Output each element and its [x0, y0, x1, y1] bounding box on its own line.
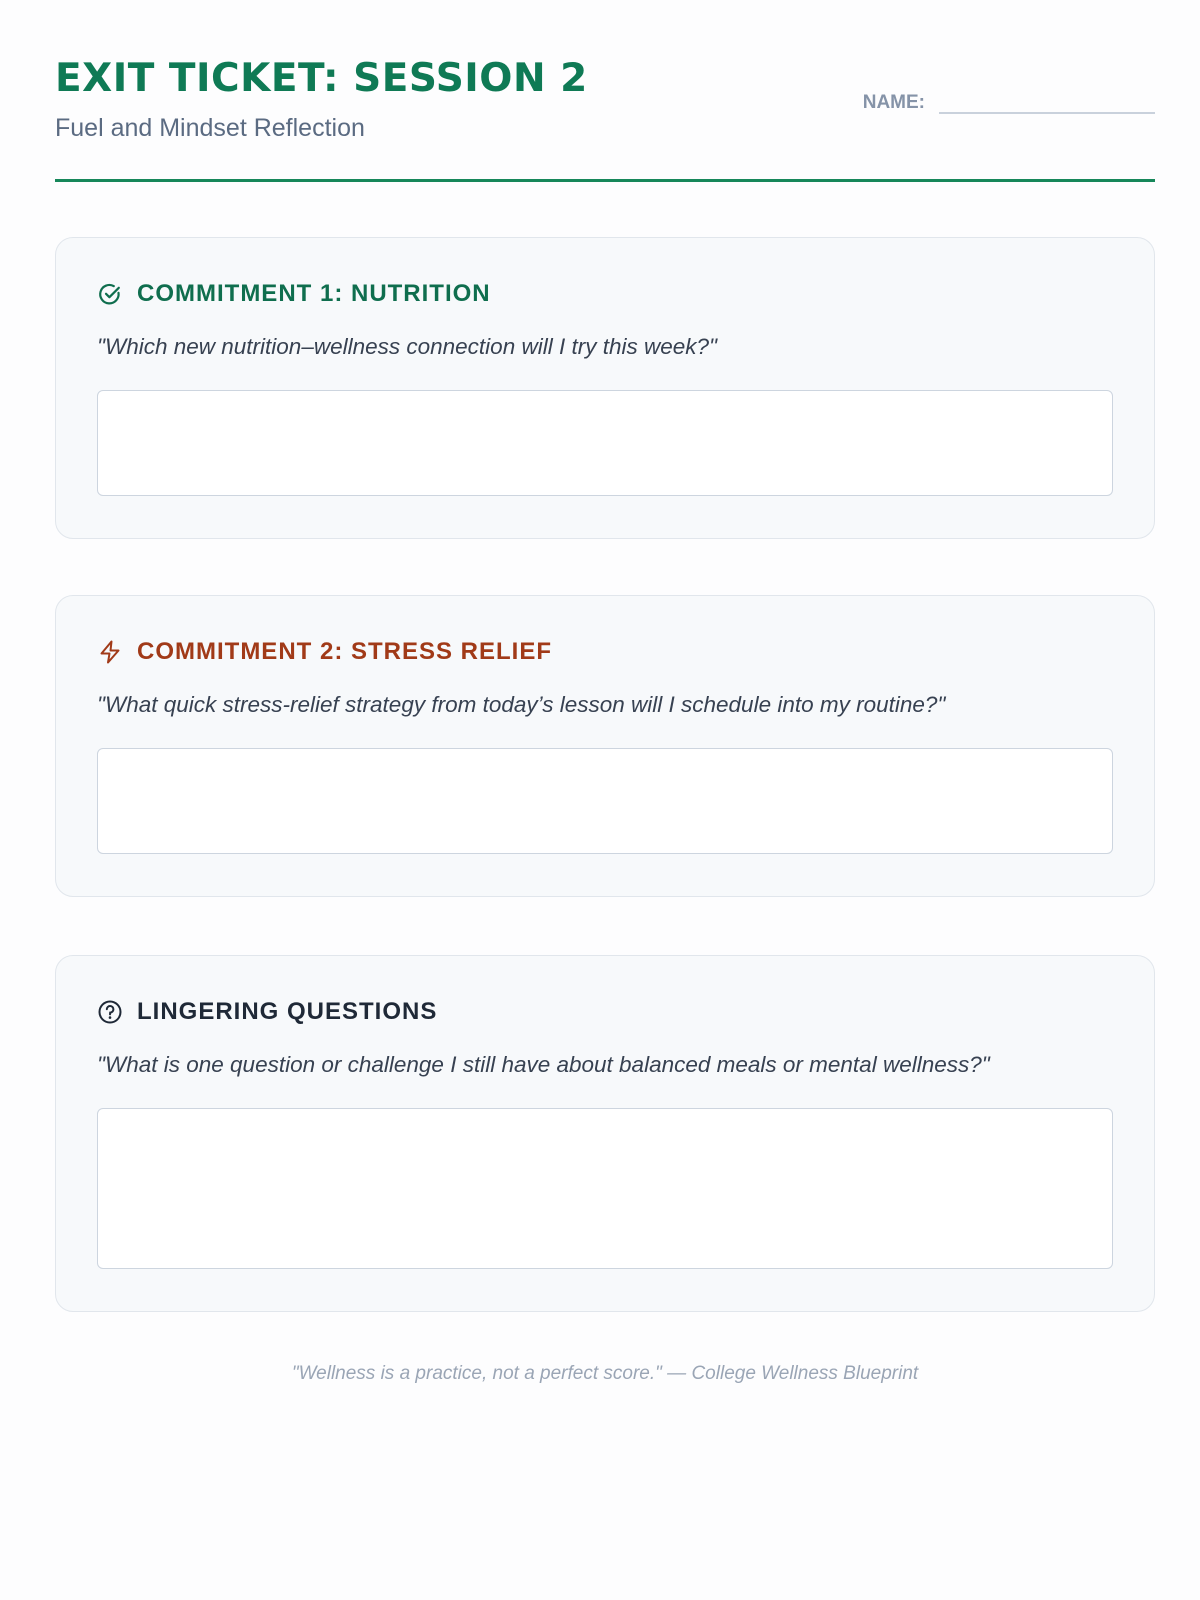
section-card-stress-relief — [55, 595, 1155, 897]
footer-quote: "Wellness is a practice, not a perfect score." — College Wellness Blueprint — [291, 1363, 919, 1384]
question-circle-icon — [97, 999, 123, 1025]
section-card-lingering-questions — [55, 955, 1155, 1312]
answer-box-nutrition[interactable] — [97, 390, 1113, 496]
check-circle-icon — [97, 281, 123, 307]
section-question: "What quick stress-relief strategy from today’s lesson will I schedule into my routine?" — [97, 692, 946, 717]
header — [55, 56, 1155, 182]
section-title: COMMITMENT 1: NUTRITION — [137, 280, 491, 307]
page-subtitle: Fuel and Mindset Reflection — [55, 114, 365, 142]
name-field-group — [863, 90, 1155, 114]
section-card-nutrition — [55, 237, 1155, 539]
section-title: LINGERING QUESTIONS — [137, 998, 438, 1025]
section-header — [97, 280, 491, 308]
lightning-bolt-icon — [97, 639, 123, 665]
name-label: NAME: — [862, 92, 925, 113]
section-header — [97, 998, 437, 1026]
page-title: EXIT TICKET: SESSION 2 — [55, 56, 588, 101]
answer-box-lingering-questions[interactable] — [97, 1108, 1113, 1269]
section-header — [97, 638, 552, 666]
section-question: "Which new nutrition–wellness connection will I try this week?" — [97, 334, 717, 359]
name-field[interactable] — [939, 90, 1155, 114]
answer-box-stress-relief[interactable] — [97, 748, 1113, 854]
section-title: COMMITMENT 2: STRESS RELIEF — [137, 638, 553, 665]
exit-ticket-page — [55, 0, 1155, 1600]
section-question: "What is one question or challenge I still have about balanced meals or mental wellness?" — [97, 1052, 990, 1077]
